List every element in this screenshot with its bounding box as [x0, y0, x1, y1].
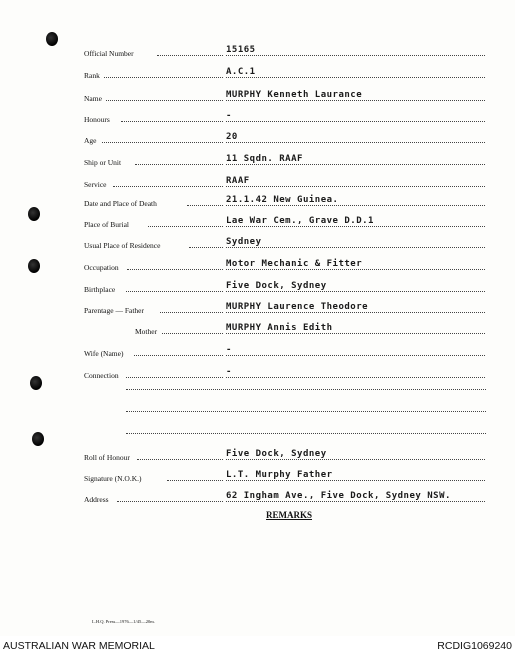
row-name: [0, 89, 515, 103]
age-label: Age: [84, 136, 97, 145]
age-value: 20: [226, 132, 238, 142]
row-usual-residence: [0, 236, 515, 250]
rank-label: Rank: [84, 71, 100, 80]
archive-footer: [0, 636, 515, 654]
father-label: Parentage — Father: [84, 306, 144, 315]
rank-value: A.C.1: [226, 67, 256, 77]
honours-value: -: [226, 111, 232, 121]
row-age: [0, 131, 515, 145]
connection-label: Connection: [84, 371, 119, 380]
row-father: [0, 301, 515, 315]
mother-value: MURPHY Annis Edith: [226, 323, 333, 333]
row-mother: [0, 322, 515, 336]
birthplace-label: Birthplace: [84, 285, 116, 294]
connection-value: -: [226, 367, 232, 377]
row-birthplace: [0, 280, 515, 294]
father-value: MURPHY Laurence Theodore: [226, 302, 369, 312]
row-roll-of-honour: [0, 448, 515, 462]
roll-of-honour-label: Roll of Honour: [84, 453, 130, 462]
name-label: Name: [84, 94, 102, 103]
row-honours: [0, 110, 515, 124]
honours-label: Honours: [84, 115, 110, 124]
row-wife: [0, 344, 515, 358]
mother-label: Mother: [135, 327, 158, 336]
date-place-death-value: 21.1.42 New Guinea.: [226, 195, 339, 205]
official-number-label: Official Number: [84, 49, 134, 58]
address-label: Address: [84, 495, 109, 504]
row-service: [0, 175, 515, 189]
row-official-number: [0, 44, 515, 58]
place-burial-value: Lae War Cem., Grave D.D.1: [226, 216, 374, 226]
wife-value: -: [226, 345, 232, 355]
usual-residence-label: Usual Place of Residence: [84, 241, 161, 250]
name-value: MURPHY Kenneth Laurance: [226, 90, 363, 100]
record-id: RCDIG1069240: [437, 640, 512, 652]
ship-or-unit-label: Ship or Unit: [84, 158, 122, 167]
remarks-heading: REMARKS: [266, 510, 313, 520]
archive-name: AUSTRALIAN WAR MEMORIAL: [3, 640, 155, 652]
row-signature: [0, 469, 515, 483]
official-number-value: 15165: [226, 45, 256, 55]
signature-label: Signature (N.O.K.): [84, 474, 142, 483]
connection-line: [126, 411, 486, 412]
row-connection: [0, 366, 515, 380]
service-label: Service: [84, 180, 107, 189]
date-place-death-label: Date and Place of Death: [84, 199, 157, 208]
row-occupation: [0, 258, 515, 272]
roll-of-honour-value: Five Dock, Sydney: [226, 449, 327, 459]
occupation-label: Occupation: [84, 263, 119, 272]
row-rank: [0, 66, 515, 80]
row-date-place-death: [0, 194, 515, 208]
occupation-value: Motor Mechanic & Fitter: [226, 259, 363, 269]
ship-or-unit-value: 11 Sqdn. RAAF: [226, 154, 303, 164]
row-ship-or-unit: [0, 153, 515, 167]
birthplace-value: Five Dock, Sydney: [226, 281, 327, 291]
row-place-burial: [0, 215, 515, 229]
punch-hole-icon: [32, 432, 44, 446]
usual-residence-value: Sydney: [226, 237, 262, 247]
connection-line: [126, 433, 486, 434]
signature-value: L.T. Murphy Father: [226, 470, 333, 480]
row-address: [0, 490, 515, 504]
place-burial-label: Place of Burial: [84, 220, 129, 229]
service-value: RAAF: [226, 176, 250, 186]
printer-imprint: L.H.Q. Press—1976—1/45—20m.: [92, 619, 155, 624]
address-value: 62 Ingham Ave., Five Dock, Sydney NSW.: [226, 491, 451, 501]
wife-label: Wife (Name): [84, 349, 124, 358]
connection-line: [126, 389, 486, 390]
